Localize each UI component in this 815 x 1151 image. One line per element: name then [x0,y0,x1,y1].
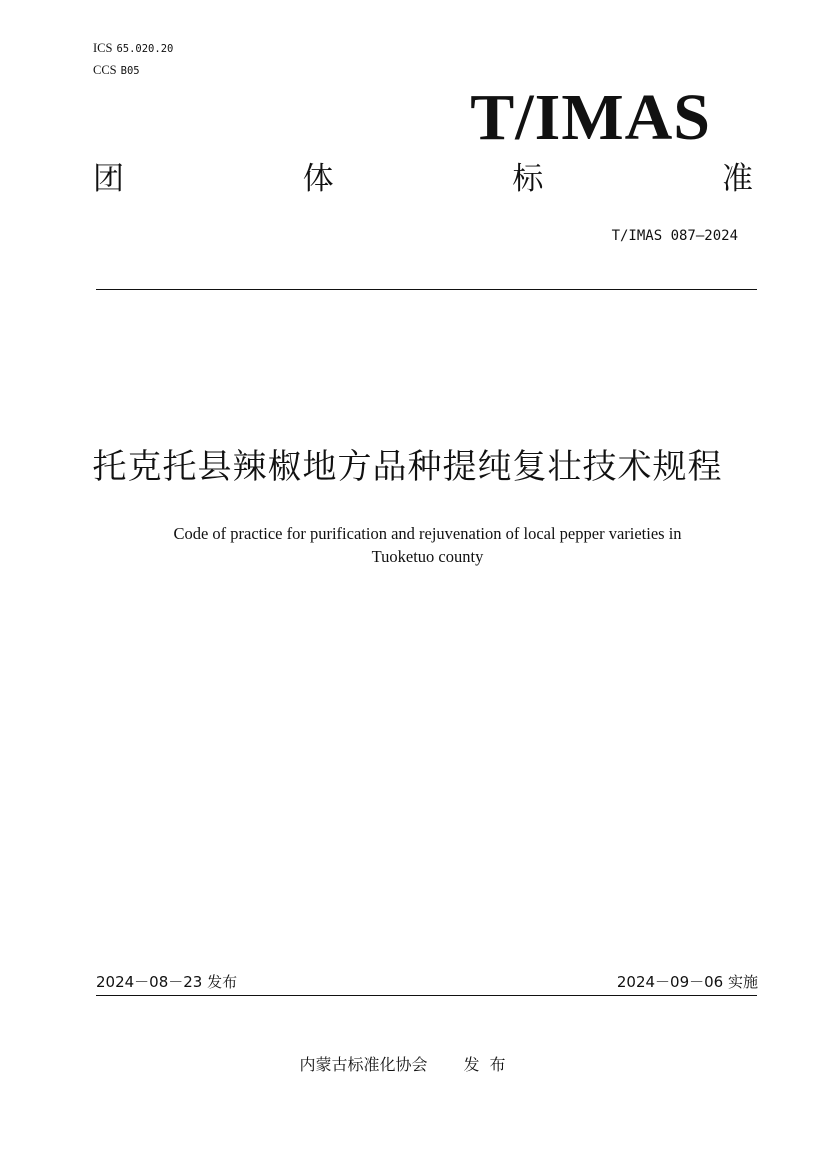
bottom-divider [96,995,757,996]
ics-value: 65.020.20 [116,43,174,55]
standard-logo: T/IMAS [470,81,711,154]
ccs-code [93,62,140,79]
ccs-value: B05 [120,65,140,77]
title-english [100,522,755,568]
implement-date: 2024－09－06 实施 [616,973,758,991]
issuer [0,1053,815,1077]
ics-code [93,40,173,57]
standard-number: T/IMAS 087—2024 [611,228,738,244]
title-english-line: Code of practice for purification and rejuvenation of local pepper varieties in [173,524,682,543]
standard-type-char: 团 [93,161,124,197]
standard-type-char: 体 [302,161,334,197]
top-divider [96,289,757,290]
standard-type-char: 准 [721,161,753,197]
title-chinese: 托克托县辣椒地方品种提纯复壮技术规程 [92,447,723,487]
issuer-action: 发布 [463,1055,516,1074]
title-english-line: Tuoketuo county [371,547,484,566]
publish-date: 2024－08－23 发布 [96,973,238,991]
standard-type-char: 标 [512,161,544,197]
standard-type [93,157,753,201]
issuer-organization: 内蒙古标准化协会 [299,1055,428,1074]
ics-label: ICS [93,41,113,55]
ccs-label: CCS [93,63,117,77]
